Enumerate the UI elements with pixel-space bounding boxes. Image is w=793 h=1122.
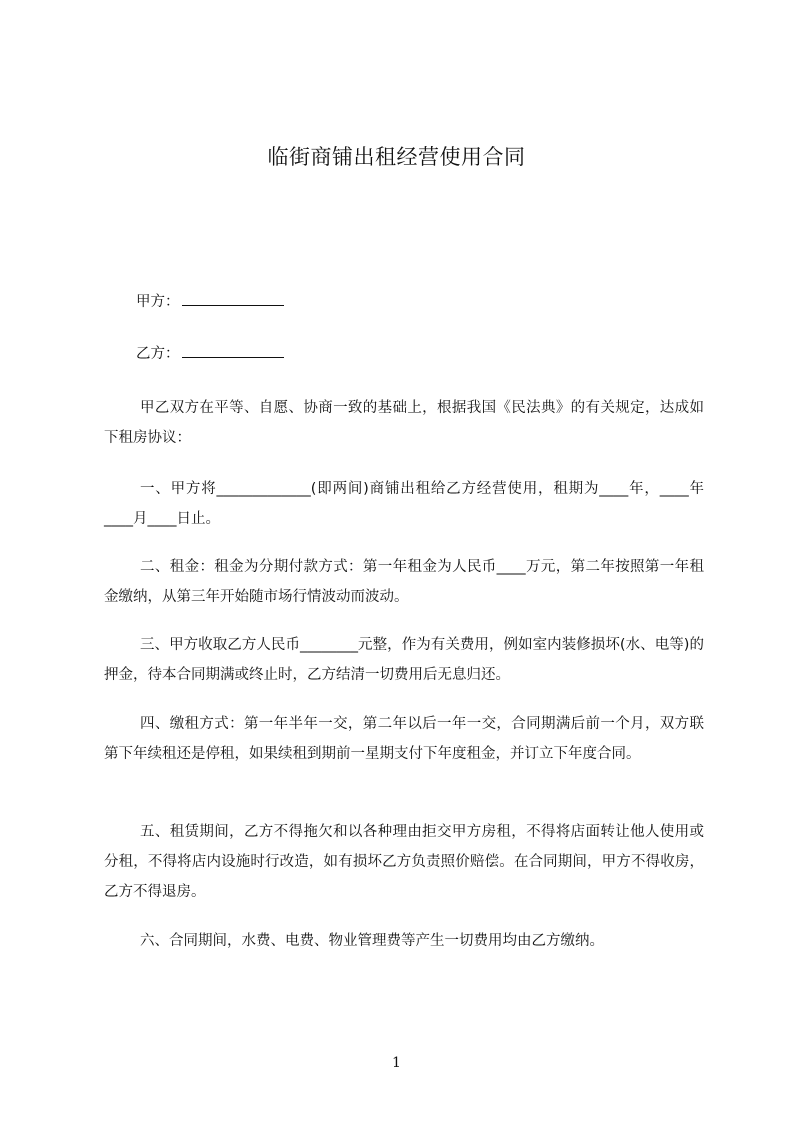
party-a-blank [182,291,284,306]
clause-1: 一、甲方将_____________(即两间)商铺出租给乙方经营使用，租期为____年，____年____月____日止。 [104,481,704,527]
party-b-line [136,343,284,365]
party-a-label: 甲方： [136,294,180,310]
document-title: 临街商铺出租经营使用合同 [267,145,526,169]
party-b-label: 乙方： [136,346,180,362]
clause-3: 三、甲方收取乙方人民币________元整，作为有关费用，例如室内装修损坏(水、电等)的押金，待本合同期满或终止时，乙方结清一切费用后无息归还。 [104,637,704,683]
page-number: 1 [392,1055,401,1071]
party-b-blank [182,343,284,358]
intro-paragraph: 甲乙双方在平等、自愿、协商一致的基础上，根据我国《民法典》的有关规定，达成如下租房协议： [104,400,704,446]
clause-5: 五、租赁期间，乙方不得拖欠和以各种理由拒交甲方房租，不得将店面转让他人使用或分租，不得将店内设施时行改造，如有损坏乙方负责照价赔偿。在合同期间，甲方不得收房，乙方不得退房。 [104,824,704,900]
clause-2: 二、租金：租金为分期付款方式：第一年租金为人民币____万元，第二年按照第一年租金缴纳，从第三年开始随市场行情波动而波动。 [104,559,704,605]
party-a-line [136,291,284,313]
clause-6: 六、合同期间，水费、电费、物业管理费等产生一切费用均由乙方缴纳。 [140,933,604,949]
clause-4: 四、缴租方式：第一年半年一交，第二年以后一年一交，合同期满后前一个月，双方联第下年续租还是停租，如果续租到期前一星期支付下年度租金，并订立下年度合同。 [104,716,704,762]
